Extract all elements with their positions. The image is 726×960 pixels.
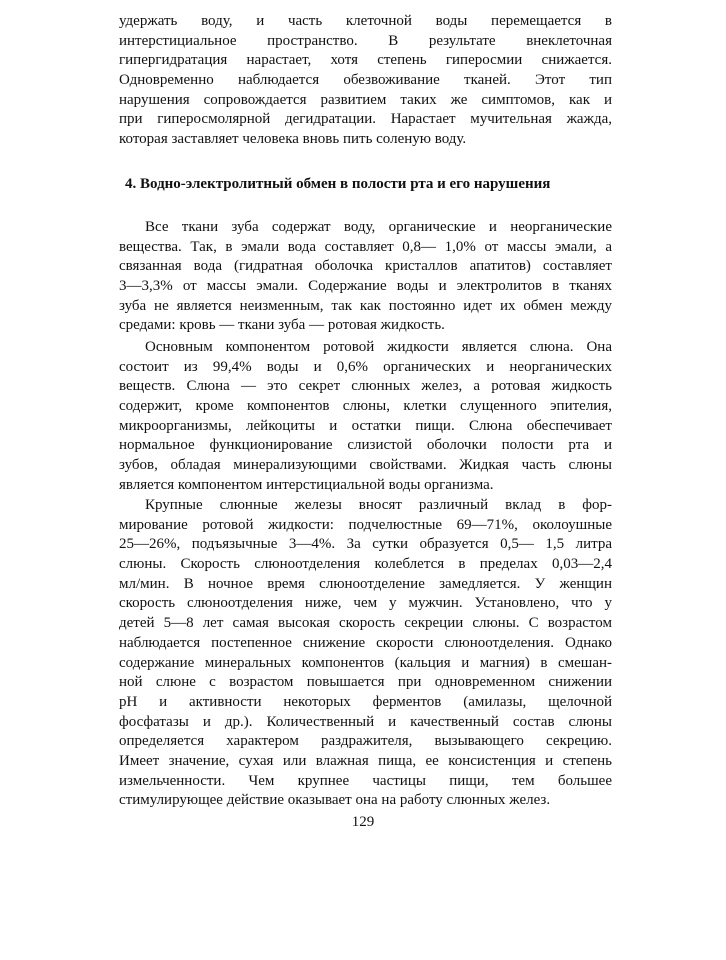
text-line: вещества. Так, в эмали вода составляет 0,8— 1,0% от массы эмали, а (119, 238, 612, 255)
text-line: мирование ротовой жидкости: подчелюстные 69—71%, околоушные (119, 516, 612, 533)
text-line: Основным компонентом ротовой жидкости является слюна. Она (145, 339, 612, 355)
text-line: при гиперосмолярной дегидратации. Нарастает мучительная жажда, (119, 111, 612, 128)
continuation-paragraph (119, 12, 612, 150)
text-line: зуба не является неизменным, так как постоянно идет их обмен между (119, 297, 612, 314)
text-line: микроорганизмы, лейкоциты и остатки пищи. Слюна обеспечивает (119, 417, 612, 434)
text-line: нарушения сопровождается развитием таких же симптомов, как и (119, 91, 612, 108)
text-line: 3—3,3% от массы эмали. Содержание воды и электролитов в тканях (119, 278, 612, 295)
text-line: гипергидратация нарастает, хотя степень гиперосмии снижается. (119, 52, 612, 69)
text-line: средами: кровь — ткани зуба — ротовая жидкость. (119, 317, 445, 334)
text-line: измельченности. Чем крупнее частицы пищи, тем большее (119, 772, 612, 789)
text-line: слюны. Скорость слюноотделения колеблется в пределах 0,03—2,4 (119, 556, 612, 573)
text-line: удержать воду, и часть клеточной воды перемещается в (119, 13, 612, 29)
paragraph-tooth-tissues (119, 218, 612, 336)
paragraph-saliva (119, 338, 612, 496)
text-line: Одновременно наблюдается обезвоживание тканей. Этот тип (119, 72, 612, 89)
section-heading: 4. Водно-электролитный обмен в полости рта и его нарушения (125, 176, 551, 192)
text-line: интерстициальное пространство. В результате внеклеточная (119, 32, 612, 49)
text-line: Все ткани зуба содержат воду, органические и неорганические (145, 219, 612, 235)
text-line: нормальное функционирование слизистой оболочки полости рта и (119, 437, 612, 454)
text-line: Крупные слюнные железы вносят различный вклад в фор- (145, 497, 612, 513)
text-line: веществ. Слюна — это секрет слюнных желез, а ротовая жидкость (119, 378, 612, 395)
text-line: ной слюне с возрастом повышается при одновременном снижении (119, 674, 612, 691)
paragraph-salivary-glands (119, 496, 612, 811)
text-line: мл/мин. В ночное время слюноотделение замедляется. У женщин (119, 575, 612, 592)
text-line: является компонентом интерстициальной воды организма. (119, 476, 494, 493)
text-line: связанная вода (гидратная оболочка кристаллов апатитов) составляет (119, 258, 612, 275)
text-line: pH и активности некоторых ферментов (амилазы, щелочной (119, 693, 612, 710)
text-line: определяется характером раздражителя, вызывающего секрецию. (119, 733, 612, 750)
text-line: наблюдается постепенное снижение скорости слюноотделения. Однако (119, 634, 612, 651)
text-line: содержание минеральных компонентов (кальция и магния) в смешан- (119, 654, 612, 671)
text-line: детей 5—8 лет самая высокая скорость секреции слюны. С возрастом (119, 615, 612, 632)
text-line: состоит из 99,4% воды и 0,6% органических и неорганических (119, 358, 612, 375)
text-line: фосфатазы и др.). Количественный и качественный состав слюны (119, 713, 612, 730)
text-line: содержит, кроме компонентов слюны, клетки слущенного эпителия, (119, 398, 612, 415)
page-number: 129 (351, 814, 375, 830)
text-line: Имеет значение, сухая или влажная пища, ее консистенция и степень (119, 752, 612, 769)
text-line: 25—26%, подъязычные 3—4%. За сутки образуется 0,5— 1,5 литра (119, 536, 612, 553)
text-line: скорость слюноотделения ниже, чем у мужчин. Установлено, что у (119, 595, 612, 612)
text-line: зубов, обладая минерализующими свойствами. Жидкая часть слюны (119, 457, 612, 474)
text-line: стимулирующее действие оказывает она на работу слюнных желез. (119, 792, 551, 809)
text-line: которая заставляет человека вновь пить соленую воду. (119, 131, 467, 148)
